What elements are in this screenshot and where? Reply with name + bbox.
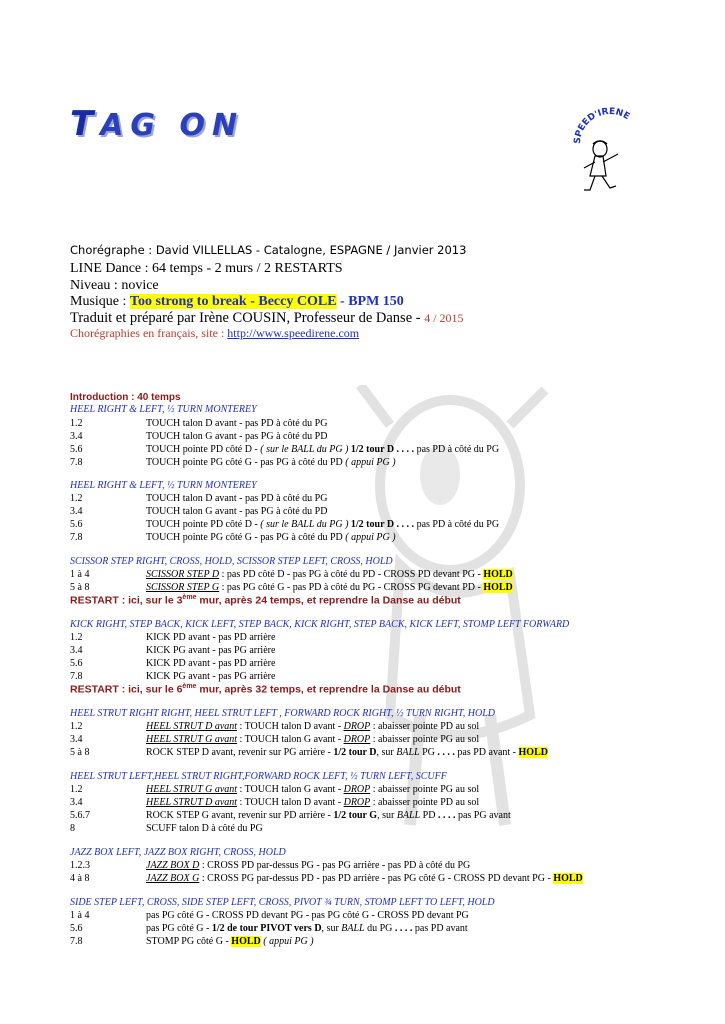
step-row: 7.8 TOUCH pointe PG côté G - pas PG à côté du PD ( appui PG )	[70, 457, 396, 468]
music-info: Musique : Too strong to break - Beccy COLE - BPM 150	[70, 294, 404, 309]
step-row: 1.2.3 JAZZ BOX D : CROSS PD par-dessus PG - pas PG arrière - pas PD à côté du PG	[70, 860, 471, 871]
step-row: 3.4 KICK PG avant - pas PG arrière	[70, 645, 276, 656]
step-row: 5.6 TOUCH pointe PD côté D - ( sur le BALL du PG ) 1/2 tour D . . . . pas PD à côté du PG	[70, 444, 500, 455]
step-row: 1 à 4 pas PG côté G - CROSS PD devant PG - pas PG côté G - CROSS PD devant PG	[70, 910, 469, 921]
level-info: Niveau : novice	[70, 278, 159, 293]
step-row: 7.8 KICK PG avant - pas PG arrière	[70, 671, 276, 682]
choreographer-line: Chorégraphe : David VILLELLAS - Catalogne, ESPAGNE / Janvier 2013	[70, 243, 467, 257]
site-link[interactable]: http://www.speedirene.com	[227, 326, 360, 340]
step-row: 5 à 8 SCISSOR STEP G : pas PG côté G - pas PD à côté du PG - CROSS PG devant PD - HOLD	[70, 582, 513, 593]
step-row: 5.6.7 ROCK STEP G avant, revenir sur PD arrière - 1/2 tour G, sur BALL PD . . . . pas PG avant	[70, 810, 511, 821]
step-row: 1 à 4 SCISSOR STEP D : pas PD côté D - pas PG à côté du PD - CROSS PD devant PG - HOLD	[70, 569, 513, 580]
step-row: 3.4 TOUCH talon G avant - pas PG à côté du PD	[70, 431, 328, 442]
section-title: HEEL STRUT RIGHT RIGHT, HEEL STRUT LEFT , FORWARD ROCK RIGHT, ½ TURN RIGHT, HOLD	[70, 708, 495, 719]
section-title: SIDE STEP LEFT, CROSS, SIDE STEP LEFT, CROSS, PIVOT ¾ TURN, STOMP LEFT TO LEFT, HOLD	[70, 897, 495, 908]
step-row: 3.4 TOUCH talon G avant - pas PG à côté du PD	[70, 506, 328, 517]
step-row: 3.4 HEEL STRUT D avant : TOUCH talon D avant - DROP : abaisser pointe PD au sol	[70, 797, 480, 808]
step-row: 1.2 TOUCH talon D avant - pas PD à côté du PG	[70, 493, 328, 504]
music-title: Too strong to break - Beccy COLE	[129, 294, 337, 309]
section-title: HEEL RIGHT & LEFT, ½ TURN MONTEREY	[70, 480, 257, 491]
restart-note: RESTART : ici, sur le 3ème mur, après 24 temps, et reprendre la Danse au début	[70, 594, 461, 607]
step-row: 3.4 HEEL STRUT G avant : TOUCH talon G avant - DROP : abaisser pointe PG au sol	[70, 734, 480, 745]
restart-note: RESTART : ici, sur le 6ème mur, après 32 temps, et reprendre la Danse au début	[70, 683, 461, 696]
step-row: 5 à 8 ROCK STEP D avant, revenir sur PG arrière - 1/2 tour D, sur BALL PG . . . . pas PD avant - HOLD	[70, 747, 548, 758]
intro-label: Introduction : 40 temps	[70, 392, 181, 403]
translator-info: Traduit et préparé par Irène COUSIN, Professeur de Danse - 4 / 2015	[70, 310, 464, 326]
step-row: 1.2 HEEL STRUT D avant : TOUCH talon D avant - DROP : abaisser pointe PD au sol	[70, 721, 480, 732]
step-row: 7.8 STOMP PG côté G - HOLD ( appui PG )	[70, 936, 314, 947]
svg-text:SPEED'IRENE: SPEED'IRENE	[572, 106, 632, 145]
speedirene-logo	[570, 104, 650, 196]
step-row: 1.2 TOUCH talon D avant - pas PD à côté du PG	[70, 418, 328, 429]
step-row: 5.6 pas PG côté G - 1/2 de tour PIVOT vers D, sur BALL du PG . . . . pas PD avant	[70, 923, 468, 934]
music-bpm: - BPM 150	[340, 294, 404, 309]
line-dance-info: LINE Dance : 64 temps - 2 murs / 2 RESTARTS	[70, 261, 343, 276]
step-row: 1.2 KICK PD avant - pas PD arrière	[70, 632, 276, 643]
step-row: 7.8 TOUCH pointe PG côté G - pas PG à côté du PD ( appui PG )	[70, 532, 396, 543]
step-row: 4 à 8 JAZZ BOX G : CROSS PG par-dessus PD - pas PD arrière - pas PG côté G - CROSS PD devant PG - HOLD	[70, 873, 583, 884]
section-title: SCISSOR STEP RIGHT, CROSS, HOLD, SCISSOR STEP LEFT, CROSS, HOLD	[70, 556, 393, 567]
step-row: 5.6 KICK PD avant - pas PD arrière	[70, 658, 276, 669]
step-row: 8 SCUFF talon D à côté du PG	[70, 823, 263, 834]
dance-title: TAG ON	[70, 104, 245, 144]
section-title: JAZZ BOX LEFT, JAZZ BOX RIGHT, CROSS, HOLD	[70, 847, 286, 858]
section-title: KICK RIGHT, STEP BACK, KICK LEFT, STEP BACK, KICK RIGHT, STEP BACK, KICK LEFT, STOMP LEFT FORWARD	[70, 619, 570, 630]
step-row: 1.2 HEEL STRUT G avant : TOUCH talon G avant - DROP : abaisser pointe PG au sol	[70, 784, 480, 795]
section-title: HEEL RIGHT & LEFT, ½ TURN MONTEREY	[70, 404, 257, 415]
site-info: Chorégraphies en français, site : http://www.speedirene.com	[70, 326, 360, 340]
section-title: HEEL STRUT LEFT,HEEL STRUT RIGHT,FORWARD ROCK LEFT, ½ TURN LEFT, SCUFF	[70, 771, 447, 782]
step-row: 5.6 TOUCH pointe PD côté D - ( sur le BALL du PG ) 1/2 tour D . . . . pas PD à côté du PG	[70, 519, 500, 530]
